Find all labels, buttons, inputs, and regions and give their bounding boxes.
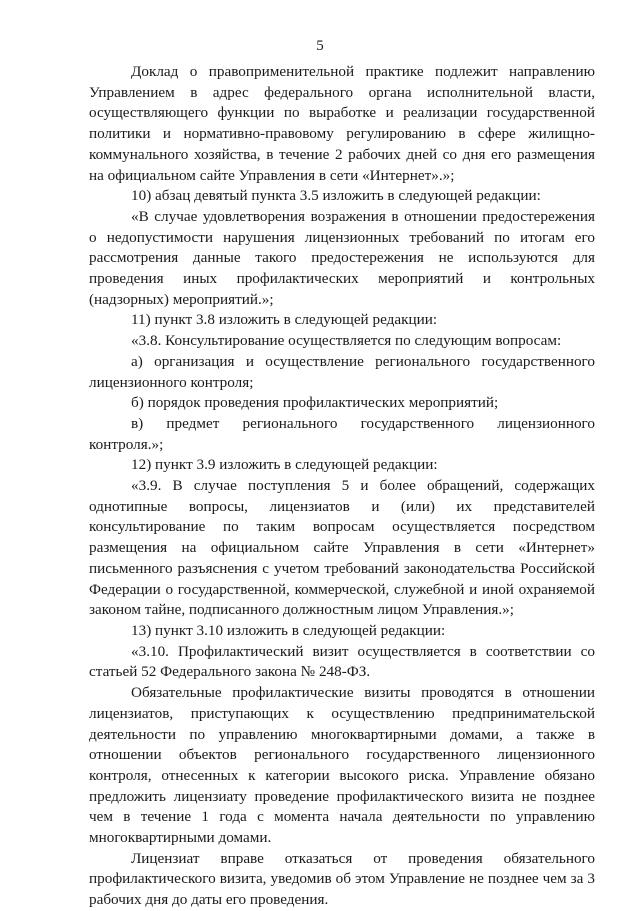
paragraph-subitem-v: в) предмет регионального государственного лицензионного контроля.»; [89, 414, 595, 453]
document-body [89, 62, 595, 911]
paragraph-item-13: 13) пункт 3.10 изложить в следующей редакции: [131, 621, 446, 639]
paragraph-objection-clause: «В случае удовлетворения возражения в отношении предостережения о недопустимости нарушения лицензионных требований по итогам его рассмотрения данные такого предостережения не используются для проведения иных профилактических мероприятий и контрольных (надзорных) мероприятий.»; [89, 207, 595, 308]
paragraph-item-11: 11) пункт 3.8 изложить в следующей редакции: [131, 311, 438, 329]
paragraph-clause-3-10: «3.10. Профилактический визит осуществляется в соответствии со статьей 52 Федерального закона № 248-ФЗ. [89, 642, 595, 681]
page-number: 5 [316, 38, 324, 54]
paragraph-item-10: 10) абзац девятый пункта 3.5 изложить в следующей редакции: [131, 187, 541, 205]
paragraph-subitem-a: а) организация и осуществление регионального государственного лицензионного контроля; [89, 352, 595, 391]
paragraph-subitem-b: б) порядок проведения профилактических мероприятий; [131, 394, 499, 412]
paragraph-mandatory-visits: Обязательные профилактические визиты проводятся в отношении лицензиатов, приступающих к осуществлению предпринимательской деятельности по управлению многоквартирными домами, а также в отношении объектов регионального государственного лицензионного контроля, отнесенных к категории высокого риска. Управление обязано предложить лицензиату проведение профилактического визита не позднее чем в течение 1 года с момента начала деятельности по управлению многоквартирными домами. [89, 684, 595, 847]
paragraph-item-12: 12) пункт 3.9 изложить в следующей редакции: [131, 456, 438, 474]
paragraph-clause-3-9: «3.9. В случае поступления 5 и более обращений, содержащих однотипные вопросы, лицензиатов и (или) их представителей консультирование по таким вопросам осуществляется посредством размещения на официальном сайте Управления в сети «Интернет» письменного разъяснения с учетом требований законодательства Российской Федерации о государственной, коммерческой, служебной и иной охраняемой законом тайне, подписанного должностным лицом Управления.»; [89, 477, 595, 619]
paragraph-licensee-refusal: Лицензиат вправе отказаться от проведения обязательного профилактического визита, уведомив об этом Управление не позднее чем за 3 рабочих дня до даты его проведения. [89, 849, 595, 909]
paragraph-report-submission: Доклад о правоприменительной практике подлежит направлению Управлением в адрес федерального органа исполнительной власти, осуществляющего функции по выработке и реализации государственной политики и нормативно-правовому регулированию в сфере жилищно-коммунального хозяйства, в течение 2 рабочих дней со дня его размещения на официальном сайте Управления в сети «Интернет».»; [89, 63, 595, 184]
paragraph-clause-3-8: «3.8. Консультирование осуществляется по следующим вопросам: [131, 332, 562, 350]
